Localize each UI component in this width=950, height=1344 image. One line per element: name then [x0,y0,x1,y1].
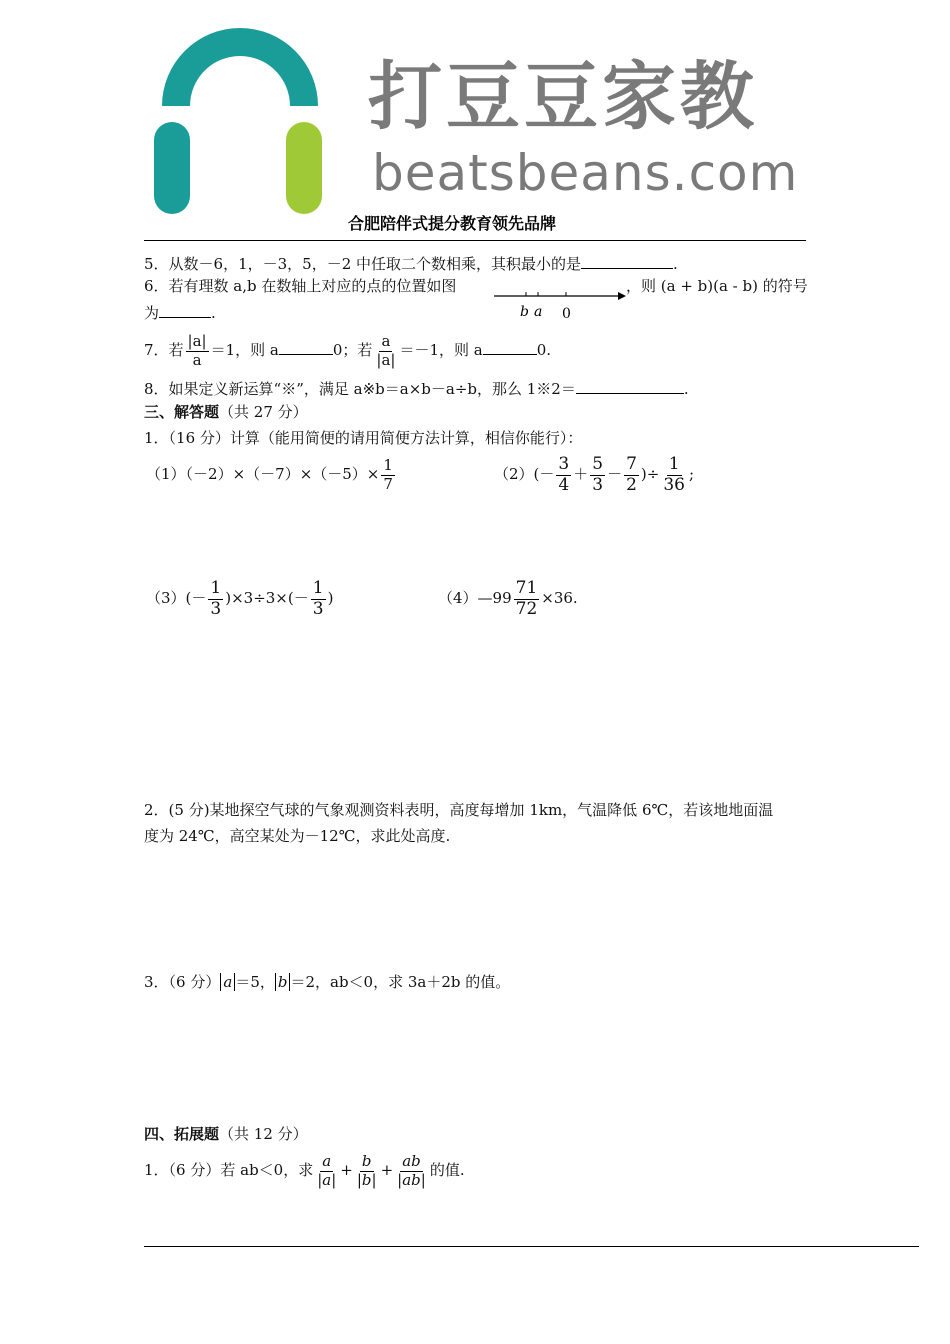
part-text: （1）（－2）×（－7）×（－5）× [146,465,380,483]
section-title: 三、解答题 [144,403,220,421]
operator: ＋ [573,465,589,483]
part-text: )×3÷3×(－ [225,589,309,607]
numerator: 71 [515,577,538,598]
numerator: 5 [592,453,604,474]
denominator: |b| [356,1170,377,1189]
part-end: ×36. [541,589,578,607]
question-8-text: 8．如果定义新运算“※”，满足 a※b＝a×b－a÷b，那么 1※2＝ [144,380,576,398]
numerator: 1 [383,456,393,475]
question-text: 的值. [429,1161,465,1179]
question-6-cont [626,276,808,296]
question-7-text: 0；若 [332,341,373,359]
question-7-end: 0. [536,341,552,359]
question-text: 度为 24℃，高空某处为－12℃，求此处高度. [144,827,451,845]
question-text: 2．(5 分)某地探空气球的气象观测资料表明，高度每增加 1km，气温降低 6℃，若该地地面温 [144,801,774,819]
denominator: 4 [558,474,570,495]
question-text: ＝5， [235,973,275,991]
question-6-after: ，则 (a + b)(a - b) 的符号 [626,277,808,295]
denominator: |ab| [397,1170,426,1189]
operator: － [607,465,623,483]
numerator: 1 [312,577,324,598]
question-text: 1．（16 分）计算（能用简便的请用简便方法计算，相信你能行）： [144,429,583,447]
section-score: （共 27 分） [219,403,308,421]
question-8 [144,378,689,399]
tagline: 合肥陪伴式提分教育领先品牌 [348,214,557,233]
denominator: 3 [210,598,222,619]
question-5-end: . [673,255,678,273]
s3q1-part-2 [494,452,694,496]
absolute-value-b: b [275,973,291,991]
answer-blank[interactable] [279,339,333,355]
footer-divider [144,1246,919,1247]
fraction [186,333,209,369]
fraction [381,457,395,493]
answer-blank[interactable] [159,302,211,318]
question-6-end: . [211,304,216,322]
question-text: 1．（6 分）若 ab＜0，求 [144,1161,314,1179]
s3-question-3 [144,972,510,992]
operator: + [380,1161,394,1179]
question-5-text: 5．从数－6，1，－3，5，－2 中任取二个数相乘，其积最小的是 [144,255,582,273]
s3-question-1 [144,428,582,448]
operator: + [340,1161,353,1179]
question-7 [144,328,551,372]
s3-question-2-line-2 [144,826,450,846]
question-text: ＝2，ab＜0，求 3a＋2b 的值。 [290,973,511,991]
number-line-arrow [618,292,626,300]
operator: )÷ [640,465,660,483]
fraction [395,1153,428,1189]
question-5 [144,253,678,274]
fraction [311,579,326,619]
numerator: |a| [187,332,207,351]
denominator: 36 [663,474,685,495]
numerator: b [361,1152,372,1171]
numerator: a [322,1152,332,1171]
answer-blank[interactable] [576,378,684,394]
part-text: （3）(－ [146,589,207,607]
denominator: 7 [383,474,393,493]
numerator: 1 [210,577,222,598]
s3-question-2-line-1 [144,800,773,820]
question-6-line2 [144,302,216,323]
fraction [514,579,540,619]
numerator: 3 [558,453,570,474]
numerator: a [381,332,391,351]
label-b: b [520,304,529,320]
s3q1-part-3 [146,576,333,620]
fraction [556,455,571,495]
part-text: （2）(－ [494,465,555,483]
part-end: ) [327,589,334,607]
numerator: 1 [668,453,680,474]
denominator: 3 [312,598,324,619]
section-title: 四、拓展题 [144,1125,220,1143]
fraction [315,1153,338,1189]
number-line-figure [490,284,626,324]
brand-name-chinese: 打豆豆家教 [368,54,758,140]
absolute-value-a: a [220,973,235,991]
denominator: a [192,350,202,369]
answer-blank[interactable] [581,253,673,269]
fraction [355,1153,379,1189]
question-7-text: ＝－1，则 a [399,341,483,359]
section-4-heading [144,1124,308,1144]
denominator: 2 [626,474,637,495]
s3q1-part-1 [146,452,397,496]
fraction [661,455,687,495]
question-7-text: ＝1，则 a [210,341,279,359]
part-end: ; [688,465,695,483]
fraction [624,455,639,495]
numerator: ab [402,1152,421,1171]
question-8-end: . [683,380,689,398]
fraction [208,579,223,619]
section-3-heading [144,402,308,422]
answer-blank[interactable] [483,339,537,355]
question-text: 3．（6 分） [144,973,221,991]
label-zero: 0 [562,306,571,322]
s3q1-part-4 [438,576,578,620]
question-6 [144,276,456,296]
denominator: |a| [317,1170,337,1189]
fraction [590,455,605,495]
label-a: a [534,304,543,320]
s4-question-1 [144,1148,465,1192]
section-score: （共 12 分） [219,1125,308,1143]
denominator: 3 [592,474,604,495]
question-6-text: 6．若有理数 a,b 在数轴上对应的点的位置如图 [144,277,457,295]
question-7-prefix: 7．若 [144,341,184,359]
denominator: 72 [515,598,538,619]
question-6-prefix: 为 [144,304,160,322]
header-divider [144,240,806,241]
denominator: |a| [376,350,396,369]
logo-icon [140,18,340,218]
brand-name-english: beatsbeans.com [372,144,799,202]
numerator: 7 [626,453,637,474]
fraction [374,333,397,369]
part-text: （4）—99 [438,589,512,607]
